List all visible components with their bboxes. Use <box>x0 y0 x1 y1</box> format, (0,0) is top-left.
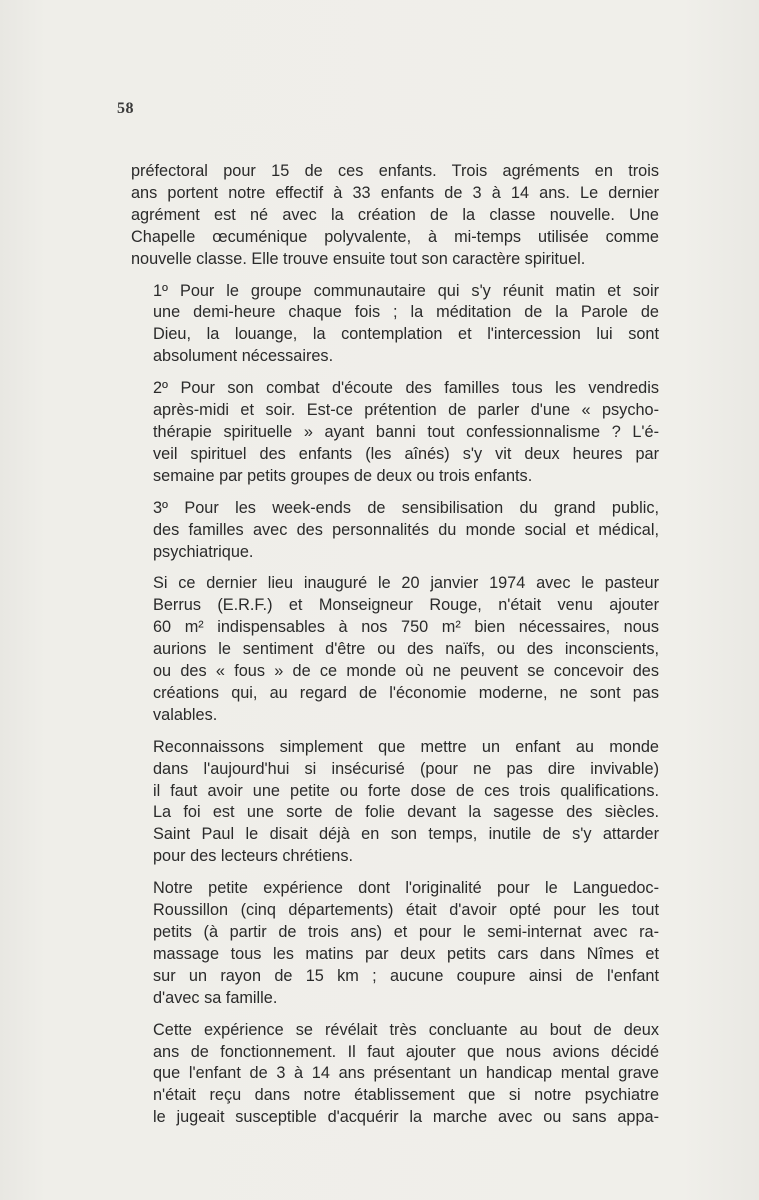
text-line: 1º Pour le groupe communautaire qui s'y réunit matin et soir <box>153 281 659 300</box>
text-line: que l'enfant de 3 à 14 ans présentant un handicap mental grave <box>153 1064 659 1083</box>
text-line: 2º Pour son combat d'écoute des familles tous les vendredis <box>153 379 659 398</box>
text-line: créations qui, au regard de l'économie moderne, ne sont pas <box>153 683 659 702</box>
text-line: Berrus (E.R.F.) et Monseigneur Rouge, n'était venu ajouter <box>153 596 659 615</box>
text-line: Reconnaissons simplement que mettre un enfant au monde <box>153 737 659 756</box>
text-line: agrément est né avec la création de la classe nouvelle. Une <box>131 205 659 224</box>
paragraph <box>131 161 659 271</box>
text-line: thérapie spirituelle » ayant banni tout confessionnalisme ? L'é- <box>153 422 659 441</box>
text-line: pour des lecteurs chrétiens. <box>153 847 354 866</box>
text-line: dans l'aujourd'hui si insécurisé (pour ne pas dire invivable) <box>153 759 659 778</box>
text-line: Cette expérience se révélait très concluante au bout de deux <box>153 1020 659 1039</box>
body-text <box>131 161 659 1139</box>
text-line: des familles avec des personnalités du monde social et médical, <box>153 520 659 539</box>
text-line: une demi-heure chaque fois ; la méditation de la Parole de <box>153 303 659 322</box>
text-line: psychiatrique. <box>153 542 254 561</box>
text-line: Chapelle œcuménique polyvalente, à mi-temps utilisée comme <box>131 227 659 246</box>
text-line: nouvelle classe. Elle trouve ensuite tout son caractère spirituel. <box>131 249 586 268</box>
paragraph <box>131 1020 659 1130</box>
text-line: Roussillon (cinq départements) était d'avoir opté pour les tout <box>153 901 659 920</box>
text-line: absolument nécessaires. <box>153 347 334 366</box>
text-line: d'avec sa famille. <box>153 988 278 1007</box>
paragraph <box>131 281 659 369</box>
text-line: préfectoral pour 15 de ces enfants. Trois agréments en trois <box>131 162 659 180</box>
text-line: La foi est une sorte de folie devant la sagesse des siècles. <box>153 803 659 822</box>
paragraph <box>131 878 659 1009</box>
text-line: ans portent notre effectif à 33 enfants de 3 à 14 ans. Le dernier <box>131 183 659 202</box>
text-line: aurions le sentiment d'être ou des naïfs, ou des inconscients, <box>153 640 659 659</box>
text-line: valables. <box>153 705 218 724</box>
text-line: ans de fonctionnement. Il faut ajouter que nous avions décidé <box>153 1042 659 1061</box>
text-line: Si ce dernier lieu inauguré le 20 janvier 1974 avec le pasteur <box>153 574 659 593</box>
text-line: sur un rayon de 15 km ; aucune coupure ainsi de l'enfant <box>153 966 659 985</box>
text-line: petits (à partir de trois ans) et pour le semi-internat avec ra- <box>153 923 659 941</box>
text-line: veil spirituel des enfants (les aînés) s'y vit deux heures par <box>153 444 659 463</box>
paragraph <box>131 378 659 488</box>
text-line: ou des « fous » de ce monde où ne peuvent se concevoir des <box>153 662 659 681</box>
text-line: 60 m² indispensables à nos 750 m² bien nécessaires, nous <box>153 618 659 637</box>
paragraph <box>131 737 659 868</box>
text-line: après-midi et soir. Est-ce prétention de parler d'une « psycho- <box>153 401 659 420</box>
text-line: n'était reçu dans notre établissement que si notre psychiatre <box>153 1086 659 1105</box>
text-line: Notre petite expérience dont l'originalité pour le Languedoc- <box>153 879 659 898</box>
text-line: Saint Paul le disait déjà en son temps, inutile de s'y attarder <box>153 825 659 844</box>
text-line: Dieu, la louange, la contemplation et l'intercession lui sont <box>153 325 659 344</box>
paragraph <box>131 573 659 726</box>
page-number: 58 <box>117 100 134 117</box>
text-line: massage tous les matins par deux petits cars dans Nîmes et <box>153 944 659 963</box>
text-line: il faut avoir une petite ou forte dose de ces trois qualifications. <box>153 781 659 800</box>
paragraph <box>131 498 659 564</box>
text-line: le jugeait susceptible d'acquérir la marche avec ou sans appa- <box>153 1108 659 1127</box>
text-line: 3º Pour les week-ends de sensibilisation du grand public, <box>153 498 659 517</box>
text-line: semaine par petits groupes de deux ou trois enfants. <box>153 466 533 485</box>
